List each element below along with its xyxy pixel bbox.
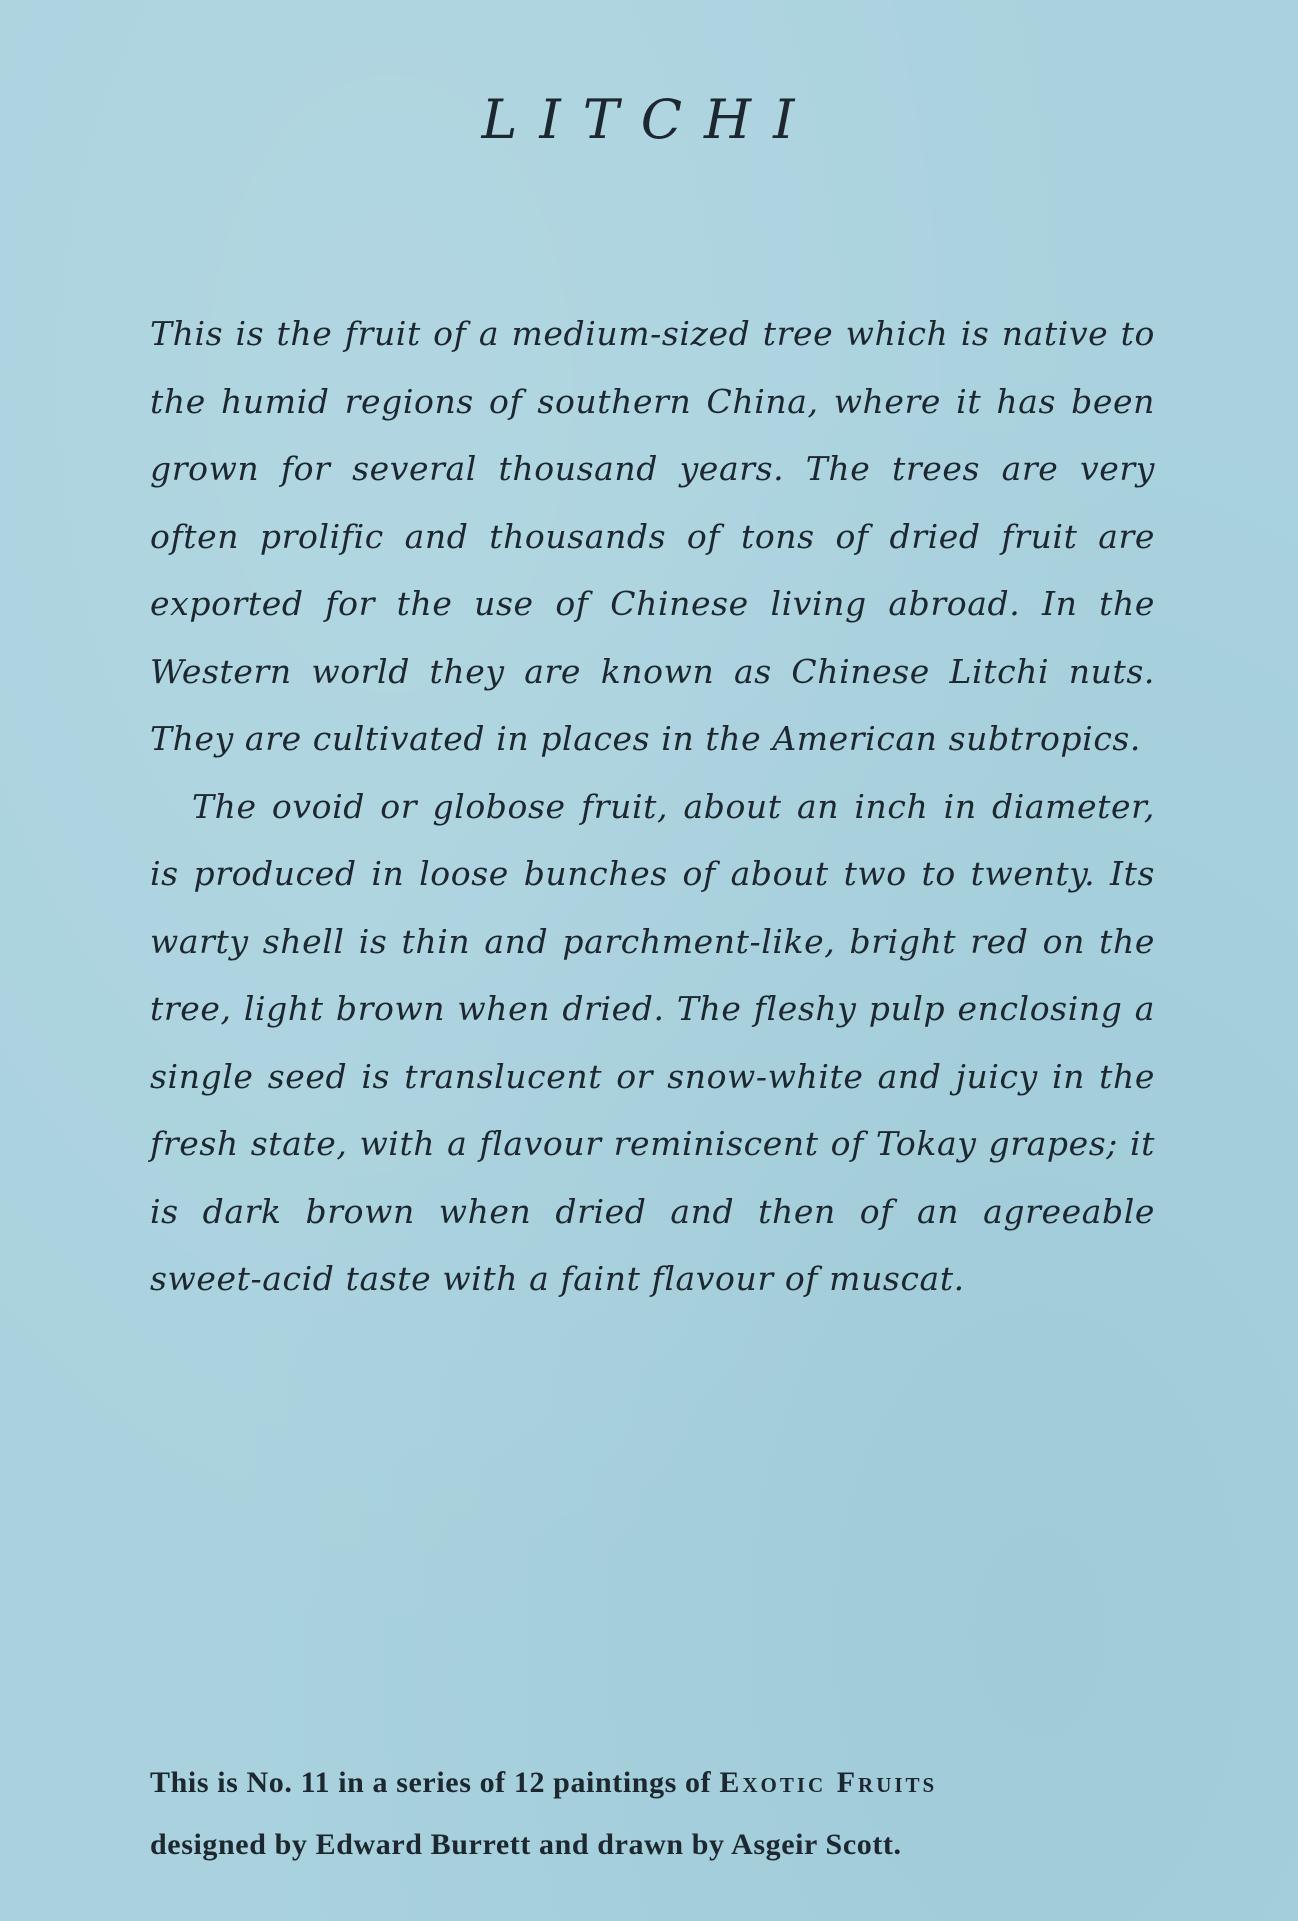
series-credit <box>150 1752 1155 1876</box>
paragraph-1: This is the fruit of a medium-sized tree which is native to the humid regions of southern China, where it has been grown for several thousand years. The trees are very often prolific and thousands of tons of dried fruit are exported for the use of Chinese living abroad. In the Western world they are known as Chinese Litchi nuts. They are cultivated in places in the American subtropics. <box>150 314 1155 758</box>
series-name: Exotic Fruits <box>719 1766 938 1799</box>
description-body <box>150 300 1155 1313</box>
paragraph-2: The ovoid or globose fruit, about an inch in diameter, is produced in loose bunches of about two to twenty. Its warty shell is thin and parchment-like, bright red on the tree, light brown when dried. The fleshy pulp enclosing a single seed is translucent or snow-white and juicy in the fresh state, with a flavour reminiscent of Tokay grapes; it is dark brown when dried and then of an agreeable sweet-acid taste with a faint flavour of muscat. <box>150 786 1155 1298</box>
series-credit-prefix: This is No. 11 in a series of 12 paintings of <box>150 1766 720 1799</box>
page-title: LITCHI <box>481 88 817 151</box>
series-credit-line-1 <box>150 1752 1155 1814</box>
series-credit-line-2: designed by Edward Burrett and drawn by Asgeir Scott. <box>150 1828 902 1861</box>
